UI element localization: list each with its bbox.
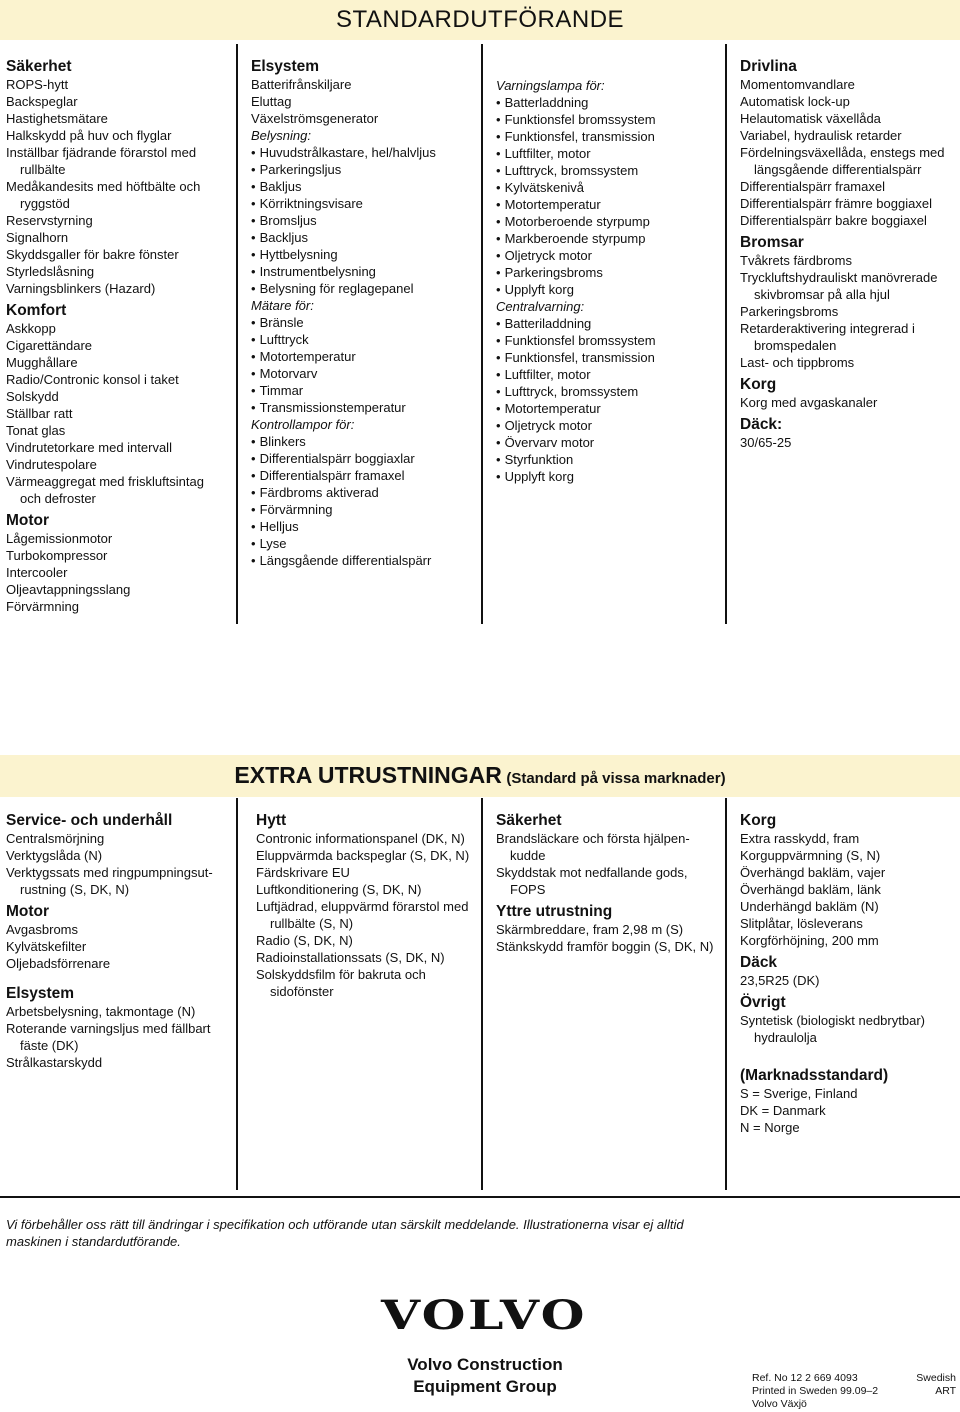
list-item: Arbetsbelysning, takmontage (N) — [6, 1004, 196, 1019]
divider — [236, 44, 238, 624]
list-item: Batterifrånskiljare — [251, 77, 352, 92]
bullet-item: • Luftfilter, motor — [496, 145, 724, 162]
section-heading: Yttre utrustning — [496, 903, 613, 920]
list-item: Signalhorn — [6, 230, 69, 245]
bullet-item: • Motorberoende styrpump — [496, 213, 724, 230]
page-title: STANDARDUTFÖRANDE — [335, 6, 625, 33]
standard-col-1 — [6, 57, 228, 615]
company-name — [390, 1354, 580, 1398]
list-item: Färdskrivare EU — [256, 865, 350, 880]
subheading: Kontrollampor för: — [251, 417, 355, 432]
section-heading: Däck — [740, 954, 778, 971]
bullet-item: • Funktionsfel bromssystem — [496, 332, 724, 349]
list-item: Skärmbreddare, fram 2,98 m (S) — [496, 922, 684, 937]
bullet-item: • Styrfunktion — [496, 451, 724, 468]
list-item: Differentialspärr bakre boggiaxel — [740, 213, 927, 228]
bullet-item: • Differentialspärr boggiaxlar — [251, 450, 479, 467]
list-item: Centralsmörjning — [6, 831, 105, 846]
bullet-item: • Upplyft korg — [496, 281, 724, 298]
list-item: Halkskydd på huv och flyglar — [6, 128, 172, 143]
bullet-item: • Batteriladdning — [496, 315, 724, 332]
list-item: Roterande varningsljus med fällbart fäste (DK) — [6, 1021, 211, 1053]
bullet-item: • Parkeringsljus — [251, 161, 479, 178]
list-item: Tvåkrets färdbroms — [740, 253, 852, 268]
section-heading: Hytt — [256, 812, 287, 829]
bullet-item: • Batterladdning — [496, 94, 724, 111]
list-item: S = Sverige, Finland — [740, 1086, 858, 1101]
list-item: Oljeavtappningsslang — [6, 582, 131, 597]
volvo-logo — [378, 1296, 590, 1332]
ref-number: Ref. No 12 2 669 4093 — [752, 1372, 858, 1384]
divider — [481, 798, 483, 1190]
bullet-item: • Funktionsfel, transmission — [496, 128, 724, 145]
section-heading: Bromsar — [740, 234, 804, 251]
bullet-item: • Differentialspärr framaxel — [251, 467, 479, 484]
list-item: Differentialspärr främre boggiaxel — [740, 196, 932, 211]
bullet-item: • Upplyft korg — [496, 468, 724, 485]
divider — [725, 798, 727, 1190]
extra-title-sub: (Standard på vissa marknader) — [506, 770, 726, 787]
bullet-item: • Motorvarv — [251, 365, 479, 382]
list-item: Skyddstak mot nedfallande gods, FOPS — [496, 865, 688, 897]
ref-origin: Volvo Växjö — [752, 1398, 807, 1410]
bullet-item: • Längsgående differentialspärr — [251, 552, 479, 569]
bullet-item: • Instrumentbelysning — [251, 263, 479, 280]
list-item: Korg med avgaskanaler — [740, 395, 878, 410]
reference-block — [752, 1372, 956, 1411]
list-item: Verktygssats med ringpumpningsut-rustning (S, DK, N) — [6, 865, 213, 897]
bullet-item: • Huvudstrålkastare, hel/halvljus — [251, 144, 479, 161]
extra-col-4 — [740, 811, 956, 1136]
list-item: Lågemissionmotor — [6, 531, 113, 546]
section-heading: Korg — [740, 812, 777, 829]
list-item: Varningsblinkers (Hazard) — [6, 281, 156, 296]
list-item: Ställbar ratt — [6, 406, 73, 421]
volvo-logo-text: VOLVO — [379, 1296, 587, 1332]
list-item: Luftjädrad, eluppvärmd förarstol med rullbälte (S, N) — [256, 899, 469, 931]
list-item: Stänkskydd framför boggin (S, DK, N) — [496, 939, 714, 954]
bullet-item: • Helljus — [251, 518, 479, 535]
bullet-item: • Funktionsfel, transmission — [496, 349, 724, 366]
list-item: N = Norge — [740, 1120, 800, 1135]
bullet-item: • Oljetryck motor — [496, 247, 724, 264]
spacer — [740, 1054, 956, 1062]
list-item: Hastighetsmätare — [6, 111, 108, 126]
bullet-item: • Markberoende styrpump — [496, 230, 724, 247]
list-item: Växelströmsgenerator — [251, 111, 379, 126]
list-item: Vindrutetorkare med intervall — [6, 440, 172, 455]
subheading: Mätare för: — [251, 298, 314, 313]
section-heading: Motor — [6, 512, 50, 529]
list-item: Retarderaktivering integrerad i bromspedalen — [740, 321, 915, 353]
bullet-item: • Belysning för reglagepanel — [251, 280, 479, 297]
list-item: Styrledslåsning — [6, 264, 95, 279]
list-item: Radio/Contronic konsol i taket — [6, 372, 179, 387]
section-heading: Säkerhet — [6, 58, 72, 75]
list-item: Intercooler — [6, 565, 68, 580]
bullet-item: • Backljus — [251, 229, 479, 246]
bullet-item: • Lyse — [251, 535, 479, 552]
list-item: Vindrutespolare — [6, 457, 97, 472]
list-item: Fördelningsväxellåda, enstegs med längsgående differentialspärr — [740, 145, 945, 177]
section-heading: Motor — [6, 903, 50, 920]
extra-col-1 — [6, 811, 234, 1071]
list-item: Momentomvandlare — [740, 77, 855, 92]
list-item: Askkopp — [6, 321, 56, 336]
bullet-item: • Parkeringsbroms — [496, 264, 724, 281]
list-item: Korguppvärmning (S, N) — [740, 848, 881, 863]
list-item: Inställbar fjädrande förarstol med rullbälte — [6, 145, 197, 177]
bullet-item: • Transmissionstemperatur — [251, 399, 479, 416]
bullet-item: • Motortemperatur — [496, 196, 724, 213]
bullet-item: • Övervarv motor — [496, 434, 724, 451]
section-heading: Drivlina — [740, 58, 797, 75]
company-line-2: Equipment Group — [413, 1377, 557, 1396]
list-item: Luftkonditionering (S, DK, N) — [256, 882, 422, 897]
list-item: Syntetisk (biologiskt nedbrytbar) hydraulolja — [740, 1013, 925, 1045]
list-item: ROPS-hytt — [6, 77, 69, 92]
list-item: Strålkastarskydd — [6, 1055, 103, 1070]
extra-title-main: EXTRA UTRUSTNINGAR — [234, 762, 502, 788]
list-item: Differentialspärr framaxel — [740, 179, 885, 194]
bullet-item: • Oljetryck motor — [496, 417, 724, 434]
list-item: Skyddsgaller för bakre fönster — [6, 247, 179, 262]
list-item: Underhängd bakläm (N) — [740, 899, 879, 914]
list-item: Turbokompressor — [6, 548, 108, 563]
subheading: Varningslampa för: — [496, 78, 605, 93]
section-heading: Övrigt — [740, 994, 786, 1011]
list-item: Radioinstallationssats (S, DK, N) — [256, 950, 445, 965]
bullet-item: • Lufttryck — [251, 331, 479, 348]
section-heading: (Marknadsstandard) — [740, 1067, 889, 1084]
list-item: Extra rasskydd, fram — [740, 831, 860, 846]
bullet-item: • Bromsljus — [251, 212, 479, 229]
section-heading: Elsystem — [6, 985, 75, 1002]
bullet-item: • Funktionsfel bromssystem — [496, 111, 724, 128]
spacer — [6, 972, 234, 980]
divider — [725, 44, 727, 624]
list-item: Förvärmning — [6, 599, 79, 614]
list-item: Radio (S, DK, N) — [256, 933, 353, 948]
list-item: Solskydd — [6, 389, 59, 404]
ref-art: ART — [935, 1385, 956, 1397]
section-heading: Komfort — [6, 302, 67, 319]
bullet-item: • Motortemperatur — [251, 348, 479, 365]
disclaimer: Vi förbehåller oss rätt till ändringar i specifikation och utförande utan särskilt meddelande. Illustrationerna visar ej alltid maskinen i standardutförande. — [6, 1217, 684, 1249]
list-item: Tryckluftshydrauliskt manövrerade skivbromsar på alla hjul — [740, 270, 938, 302]
list-item: Överhängd bakläm, länk — [740, 882, 881, 897]
bullet-item: • Körriktningsvisare — [251, 195, 479, 212]
subheading: Belysning: — [251, 128, 311, 143]
bullet-item: • Timmar — [251, 382, 479, 399]
bullet-item: • Motortemperatur — [496, 400, 724, 417]
list-item: Medåkandesits med höftbälte och ryggstöd — [6, 179, 201, 211]
list-item: 23,5R25 (DK) — [740, 973, 820, 988]
bullet-item: • Kylvätskenivå — [496, 179, 724, 196]
list-item: Värmeaggregat med friskluftsintag och defroster — [6, 474, 204, 506]
bullet-item: • Bakljus — [251, 178, 479, 195]
bullet-item: • Bränsle — [251, 314, 479, 331]
divider — [481, 44, 483, 624]
bottom-rule — [0, 1196, 960, 1198]
standard-col-2 — [251, 57, 479, 569]
list-item: Variabel, hydraulisk retarder — [740, 128, 902, 143]
list-item: Automatisk lock-up — [740, 94, 850, 109]
list-item: Korgförhöjning, 200 mm — [740, 933, 879, 948]
list-item: Kylvätskefilter — [6, 939, 87, 954]
list-item: Solskyddsfilm för bakruta och sidofönster — [256, 967, 426, 999]
list-item: Parkeringsbroms — [740, 304, 839, 319]
list-item: Contronic informationspanel (DK, N) — [256, 831, 465, 846]
list-item: Tonat glas — [6, 423, 66, 438]
subheading: Centralvarning: — [496, 299, 585, 314]
list-item: DK = Danmark — [740, 1103, 826, 1118]
bullet-item: • Förvärmning — [251, 501, 479, 518]
list-item: 30/65-25 — [740, 435, 792, 450]
section-heading: Säkerhet — [496, 812, 562, 829]
ref-printed: Printed in Sweden 99.09–2 — [752, 1385, 879, 1397]
extra-col-2 — [256, 811, 478, 1000]
list-item: Cigarettändare — [6, 338, 92, 353]
company-line-1: Volvo Construction — [407, 1355, 563, 1374]
standard-col-3 — [496, 77, 724, 485]
list-item: Mugghållare — [6, 355, 78, 370]
spacer — [740, 1046, 956, 1054]
bullet-item: • Blinkers — [251, 433, 479, 450]
section-heading: Elsystem — [251, 58, 320, 75]
list-item: Eluppvärmda backspeglar (S, DK, N) — [256, 848, 470, 863]
bullet-item: • Luftfilter, motor — [496, 366, 724, 383]
section-heading: Korg — [740, 376, 777, 393]
bullet-item: • Färdbroms aktiverad — [251, 484, 479, 501]
list-item: Backspeglar — [6, 94, 78, 109]
list-item: Eluttag — [251, 94, 292, 109]
extra-title — [0, 762, 960, 789]
section-heading: Service- och underhåll — [6, 812, 173, 829]
list-item: Överhängd bakläm, vajer — [740, 865, 886, 880]
divider — [236, 798, 238, 1190]
list-item: Helautomatisk växellåda — [740, 111, 881, 126]
list-item: Brandsläckare och första hjälpen-kudde — [496, 831, 690, 863]
standard-col-4 — [740, 57, 956, 451]
list-item: Avgasbroms — [6, 922, 79, 937]
bullet-item: • Lufttryck, bromssystem — [496, 383, 724, 400]
list-item: Last- och tippbroms — [740, 355, 855, 370]
section-heading: Däck: — [740, 416, 783, 433]
list-item: Slitplåtar, lösleverans — [740, 916, 863, 931]
list-item: Verktygslåda (N) — [6, 848, 103, 863]
bullet-item: • Lufttryck, bromssystem — [496, 162, 724, 179]
extra-col-3 — [496, 811, 716, 955]
bullet-item: • Hyttbelysning — [251, 246, 479, 263]
list-item: Oljebadsförrenare — [6, 956, 111, 971]
ref-language: Swedish — [916, 1372, 956, 1384]
list-item: Reservstyrning — [6, 213, 93, 228]
